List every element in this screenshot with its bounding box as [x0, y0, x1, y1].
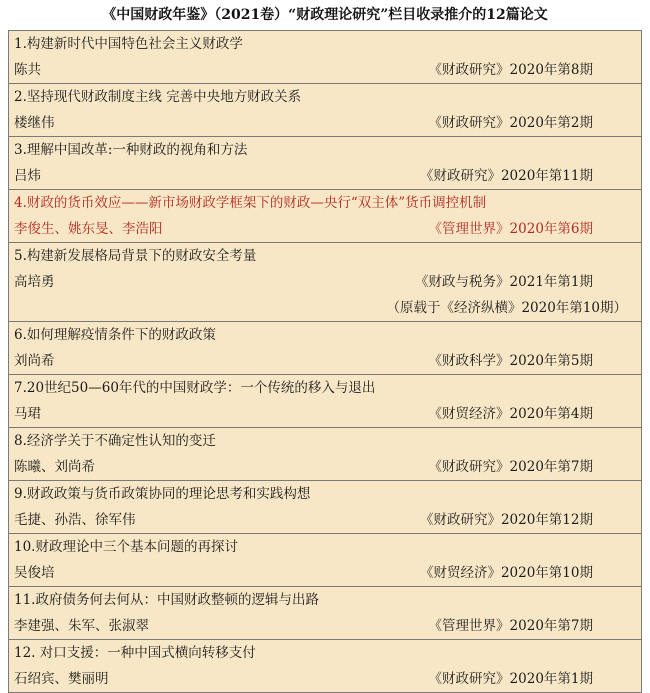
paper-title: 12. 对口支援：一种中国式横向转移支付: [14, 645, 256, 661]
paper-source: 《财政研究》2020年第1期: [428, 671, 593, 687]
paper-title: 3.理解中国改革:一种财政的视角和方法: [14, 142, 248, 158]
paper-title: 2.坚持现代财政制度主线 完善中央地方财政关系: [14, 89, 302, 105]
paper-authors: 陈曦、刘尚希: [14, 459, 95, 475]
paper-title: 6.如何理解疫情条件下的财政政策: [14, 327, 216, 343]
paper-authors: 李建强、朱军、张淑翠: [14, 618, 149, 634]
paper-meta-line: [14, 507, 635, 533]
paper-title: 1.构建新时代中国特色社会主义财政学: [14, 36, 243, 52]
paper-original-source: （原载于《经济纵横》2020年第10期）: [386, 300, 627, 316]
paper-title: 9.财政政策与货币政策协同的理论思考和实践构想: [14, 486, 311, 502]
paper-title: 11.政府债务何去何从：中国财政整顿的逻辑与出路: [14, 592, 319, 608]
paper-title: 5.构建新发展格局背景下的财政安全考量: [14, 248, 257, 264]
paper-source: 《财政研究》2020年第11期: [419, 168, 593, 184]
paper-source: 《财贸经济》2020年第4期: [428, 406, 593, 422]
paper-authors: 刘尚希: [14, 353, 55, 369]
paper-row: [9, 31, 641, 84]
paper-meta-line: [14, 666, 635, 692]
paper-meta-line: [14, 560, 635, 586]
paper-authors: 吕炜: [14, 168, 41, 184]
paper-authors: 毛捷、孙浩、徐军伟: [14, 512, 136, 528]
paper-row: [9, 375, 641, 428]
paper-authors: 楼继伟: [14, 115, 55, 131]
paper-meta-line: [14, 163, 635, 189]
paper-source: 《财政科学》2020年第5期: [428, 353, 593, 369]
paper-meta-line: [14, 401, 635, 427]
paper-title: 7.20世纪50—60年代的中国财政学：一个传统的移入与退出: [14, 380, 376, 396]
paper-authors: 高培勇: [14, 274, 55, 290]
paper-meta-line: [14, 454, 635, 480]
paper-row: [9, 243, 641, 322]
paper-row: [9, 428, 641, 481]
paper-meta-line: [14, 57, 635, 83]
paper-source: 《财政与税务》2021年第1期: [415, 274, 593, 290]
paper-row: [9, 137, 641, 190]
paper-authors: 马珺: [14, 406, 41, 422]
papers-table: [8, 30, 642, 693]
paper-meta-line: [14, 348, 635, 374]
paper-title: 8.经济学关于不确定性认知的变迁: [14, 433, 216, 449]
paper-row: [9, 84, 641, 137]
paper-source: 《管理世界》2020年第7期: [428, 618, 593, 634]
paper-source: 《财政研究》2020年第2期: [428, 115, 593, 131]
paper-source: 《财政研究》2020年第12期: [419, 512, 593, 528]
paper-row: [9, 322, 641, 375]
paper-title: 4.财政的货币效应——新市场财政学框架下的财政—央行“双主体”货币调控机制: [14, 195, 487, 211]
paper-meta-line: [14, 110, 635, 136]
paper-source: 《财政研究》2020年第8期: [428, 62, 593, 78]
paper-meta-line: [14, 216, 635, 242]
paper-title: 10.财政理论中三个基本问题的再探讨: [14, 539, 238, 555]
paper-row: [9, 481, 641, 534]
paper-source: 《财政研究》2020年第7期: [428, 459, 593, 475]
paper-row: [9, 640, 641, 692]
paper-authors: 陈共: [14, 62, 41, 78]
paper-source: 《管理世界》2020年第6期: [428, 221, 593, 237]
paper-original-source-line: [14, 295, 635, 321]
page-title: 《中国财政年鉴》（2021卷）“财政理论研究”栏目收录推介的12篇论文: [102, 7, 548, 23]
paper-row-highlighted: [9, 190, 641, 243]
paper-source: 《财贸经济》2020年第10期: [419, 565, 593, 581]
paper-meta-line: [14, 269, 635, 295]
paper-meta-line: [14, 613, 635, 639]
paper-row: [9, 534, 641, 587]
paper-authors: 吴俊培: [14, 565, 55, 581]
paper-row: [9, 587, 641, 640]
paper-authors: 石绍宾、樊丽明: [14, 671, 109, 687]
paper-authors: 李俊生、姚东旻、李浩阳: [14, 221, 163, 237]
